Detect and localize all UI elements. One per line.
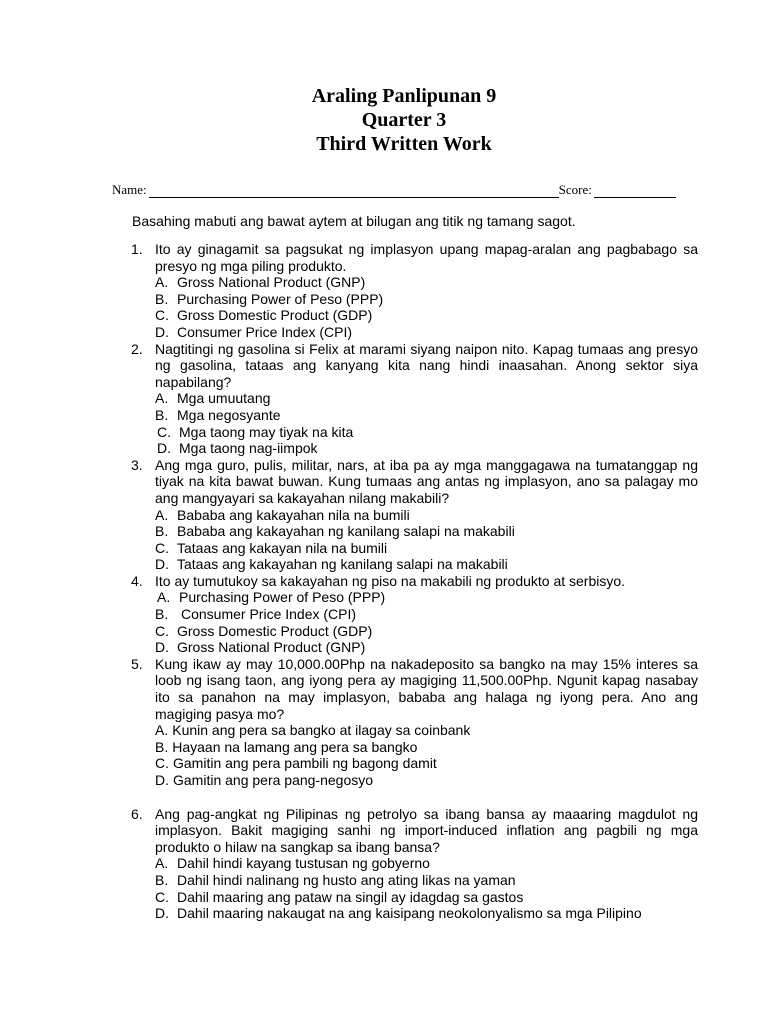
option-letter: D. [155, 772, 169, 788]
option-text: Hayaan na lamang ang pera sa bangko [172, 738, 418, 755]
option-text: Mga negosyante [177, 406, 281, 423]
option-a[interactable] [155, 722, 698, 739]
option-letter: D. [155, 556, 169, 573]
option-d[interactable] [155, 324, 698, 341]
score-label: Score: [558, 182, 592, 197]
question-text: Nagtitingi ng gasolina si Felix at marami siyang naipon nito. Kapag tumaas ang presyo ng gasolina, tataas ang kanyang kita nang hindi inaasahan. Anong sektor siya napabilang? [155, 340, 698, 390]
option-b[interactable] [155, 606, 698, 623]
option-c[interactable] [155, 755, 698, 772]
option-a[interactable] [155, 390, 698, 407]
option-letter: B. [155, 871, 169, 888]
option-b[interactable] [155, 291, 698, 308]
option-text: Gamitin ang pera pambili ng bagong damit [173, 755, 437, 772]
option-text: Kunin ang pera sa bangko at ilagay sa coinbank [172, 722, 471, 739]
question-number: 5. [131, 655, 143, 672]
option-letter: C. [155, 888, 169, 905]
option-text: Consumer Price Index (CPI) [177, 323, 353, 340]
option-text: Dahil maaring ang pataw na singil ay idagdag sa gastos [177, 888, 524, 905]
option-letter: B. [155, 606, 169, 623]
option-b[interactable] [155, 872, 698, 889]
name-field[interactable] [149, 186, 559, 198]
option-letter: C. [157, 423, 171, 440]
work-title: Third Written Work [316, 133, 492, 155]
question-3 [127, 457, 698, 573]
option-a[interactable] [155, 589, 698, 606]
question-1 [127, 241, 698, 341]
score-field[interactable] [594, 186, 676, 198]
option-text: Consumer Price Index (CPI) [181, 606, 357, 623]
option-letter: D. [155, 639, 169, 656]
option-c[interactable] [155, 540, 698, 557]
option-c[interactable] [155, 307, 698, 324]
option-letter: D. [157, 440, 171, 457]
question-5 [127, 656, 698, 789]
option-d[interactable] [155, 772, 698, 789]
option-text: Dahil hindi kayang tustusan ng gobyerno [177, 855, 430, 872]
option-letter: B. [155, 738, 169, 755]
option-letter: A. [155, 855, 169, 872]
option-letter: A. [155, 506, 169, 523]
question-list [127, 241, 698, 922]
question-number: 4. [131, 572, 143, 589]
name-label: Name: [112, 182, 147, 197]
option-text: Tataas ang kakayahan ng kanilang salapi na makabili [177, 556, 508, 573]
option-d[interactable] [155, 556, 698, 573]
question-text: Ang mga guro, pulis, militar, nars, at iba pa ay mga manggagawa na tumatanggap ng tiyak na kita bawat buwan. Kung tumaas ang antas ng implasyon, ano sa palagay mo ang mangyayari sa kakayahan nilang makabili? [155, 456, 698, 506]
option-letter: B. [155, 290, 169, 307]
question-number: 1. [131, 241, 143, 257]
option-text: Purchasing Power of Peso (PPP) [177, 290, 384, 307]
quarter-title: Quarter 3 [361, 109, 447, 131]
question-text: Ito ay tumutukoy sa kakayahan ng piso na makabili ng produkto at serbisyo. [155, 572, 626, 589]
option-d[interactable] [155, 639, 698, 656]
option-c[interactable] [155, 424, 698, 441]
question-text: Kung ikaw ay may 10,000.00Php na nakadeposito sa bangko na may 15% interes sa loob ng isang taon, ang iyong pera ay magiging 11,500.00Php. Ngunit kapag nasabay ito sa panahon na may implasyon, bababa ang halaga ng iyong pera. Ano ang magiging pasya mo? [155, 655, 698, 722]
option-letter: A. [155, 390, 169, 407]
option-letter: D. [155, 905, 169, 922]
question-text: Ang pag-angkat ng Pilipinas ng petrolyo sa ibang bansa ay maaaring magdulot ng implasyon. Bakit magiging sanhi ng import-induced inflation ang pagbili ng mga produkto o hilaw na sangkap sa ibang bansa? [155, 805, 698, 855]
option-letter: A. [155, 722, 169, 739]
option-text: Dahil maaring nakaugat na ang kaisipang neokolonyalismo sa mga Pilipino [177, 905, 642, 922]
question-number: 3. [131, 456, 143, 473]
option-letter: C. [155, 755, 169, 772]
option-letter: A. [155, 274, 169, 291]
option-text: Gross Domestic Product (GDP) [177, 307, 373, 324]
option-letter: D. [155, 323, 169, 340]
option-b[interactable] [155, 407, 698, 424]
question-number: 2. [131, 340, 143, 357]
option-b[interactable] [155, 739, 698, 756]
option-letter: B. [155, 406, 169, 423]
option-text: Bababa ang kakayahan nila na bumili [177, 506, 410, 523]
option-text: Mga umuutang [177, 390, 271, 407]
option-c[interactable] [155, 889, 698, 906]
option-d[interactable] [155, 905, 698, 922]
option-a[interactable] [155, 274, 698, 291]
option-text: Gamitin ang pera pang-negosyo [173, 772, 374, 788]
question-2 [127, 341, 698, 457]
option-letter: B. [155, 523, 169, 540]
option-text: Bababa ang kakayahan ng kanilang salapi na makabili [177, 523, 515, 540]
option-text: Mga taong nag-iimpok [179, 440, 318, 457]
question-6 [127, 806, 698, 922]
option-letter: A. [157, 589, 171, 606]
worksheet-header [0, 84, 768, 156]
option-letter: C. [155, 622, 169, 639]
option-letter: C. [155, 307, 169, 324]
option-a[interactable] [155, 855, 698, 872]
option-text: Mga taong may tiyak na kita [179, 423, 354, 440]
name-score-line [112, 182, 696, 198]
option-text: Gross Domestic Product (GDP) [177, 622, 373, 639]
option-a[interactable] [155, 507, 698, 524]
option-text: Tataas ang kakayan nila na bumili [177, 539, 388, 556]
question-text: Ito ay ginagamit sa pagsukat ng implasyon upang mapag-aralan ang pagbabago sa presyo ng mga piling produkto. [155, 241, 698, 274]
instructions: Basahing mabuti ang bawat aytem at bilugan ang titik ng tamang sagot. [132, 213, 576, 229]
option-text: Gross National Product (GNP) [177, 639, 366, 656]
option-b[interactable] [155, 523, 698, 540]
subject-title: Araling Panlipunan 9 [311, 85, 497, 107]
option-letter: C. [155, 539, 169, 556]
option-c[interactable] [155, 623, 698, 640]
question-number: 6. [131, 805, 143, 822]
option-d[interactable] [155, 440, 698, 457]
option-text: Dahil hindi nalinang ng husto ang ating likas na yaman [177, 871, 516, 888]
option-text: Purchasing Power of Peso (PPP) [179, 589, 386, 606]
option-text: Gross National Product (GNP) [177, 274, 366, 291]
question-4 [127, 573, 698, 656]
